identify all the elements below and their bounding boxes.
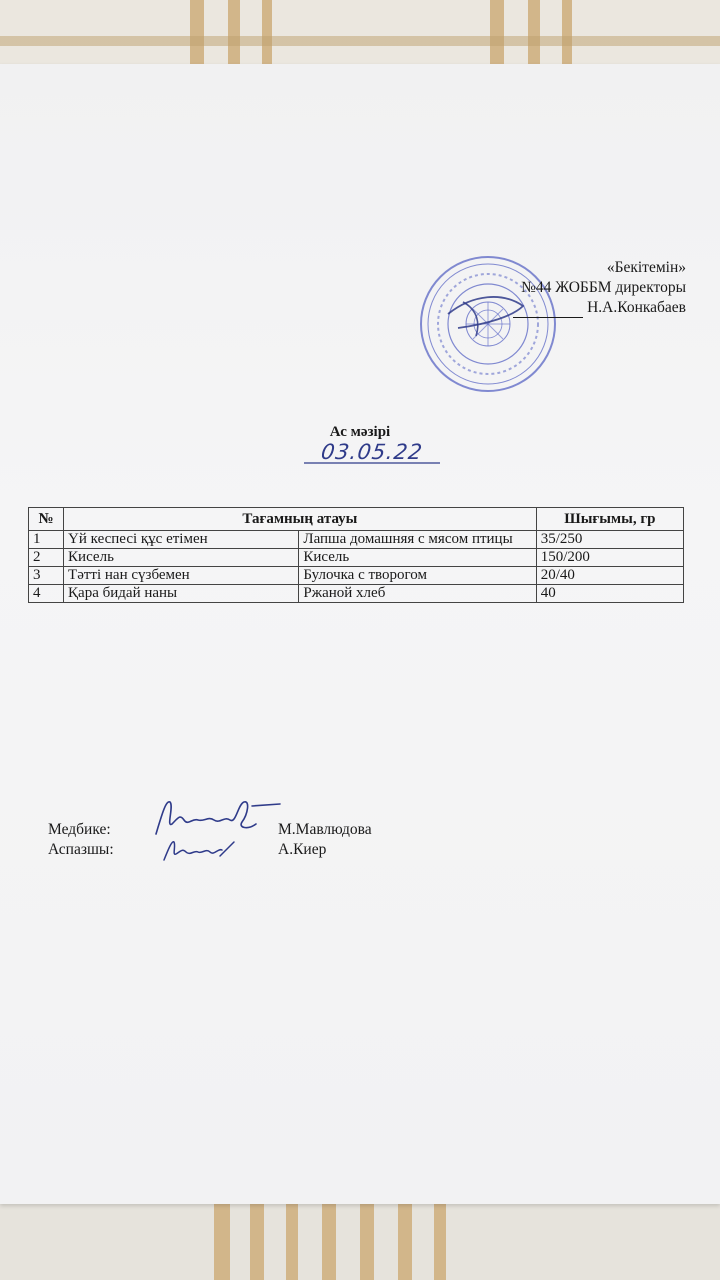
dish-name-kz: Кисель — [64, 549, 299, 567]
background-tablecloth-bottom — [0, 1200, 720, 1280]
table-row — [29, 531, 684, 549]
approval-director-name — [513, 298, 686, 318]
approval-block — [513, 258, 686, 318]
signature-role: Медбике: — [48, 821, 111, 838]
dish-name-ru: Булочка с творогом — [299, 567, 536, 585]
approval-position: №44 ЖОББМ директоры — [521, 279, 686, 296]
table-row — [29, 567, 684, 585]
signature-role: Аспазшы: — [48, 841, 114, 858]
signature-line — [513, 302, 583, 318]
dish-output: 150/200 — [536, 549, 683, 567]
row-number: 1 — [29, 531, 64, 549]
cook-signature-icon — [160, 834, 250, 864]
approval-heading: «Бекітемін» — [606, 259, 686, 276]
header-dish-name: Тағамның атауы — [64, 508, 537, 531]
signature-name: А.Киер — [278, 841, 327, 858]
dish-name-ru: Ржаной хлеб — [299, 585, 536, 603]
dish-name-kz: Қара бидай наны — [64, 585, 299, 603]
menu-table — [28, 507, 684, 603]
dish-output: 20/40 — [536, 567, 683, 585]
table-row — [29, 585, 684, 603]
dish-output: 40 — [536, 585, 683, 603]
dish-name-ru: Кисель — [299, 549, 536, 567]
header-number: № — [29, 508, 64, 531]
handwritten-date: 03.05.22 — [319, 440, 425, 464]
dish-name-kz: Үй кеспесі құс етімен — [64, 531, 299, 549]
dish-output: 35/250 — [536, 531, 683, 549]
signature-name: М.Мавлюдова — [278, 821, 372, 838]
table-row — [29, 549, 684, 567]
dish-name-kz: Тәтті нан сүзбемен — [64, 567, 299, 585]
document-sheet — [0, 64, 720, 1204]
row-number: 2 — [29, 549, 64, 567]
background-tablecloth-top — [0, 0, 720, 66]
dish-name-ru: Лапша домашняя с мясом птицы — [299, 531, 536, 549]
row-number: 3 — [29, 567, 64, 585]
page-title: Ас мәзірі — [329, 424, 391, 440]
row-number: 4 — [29, 585, 64, 603]
header-output: Шығымы, гр — [536, 508, 683, 531]
table-header-row — [29, 508, 684, 531]
director-name-text: Н.А.Конкабаев — [587, 299, 686, 316]
